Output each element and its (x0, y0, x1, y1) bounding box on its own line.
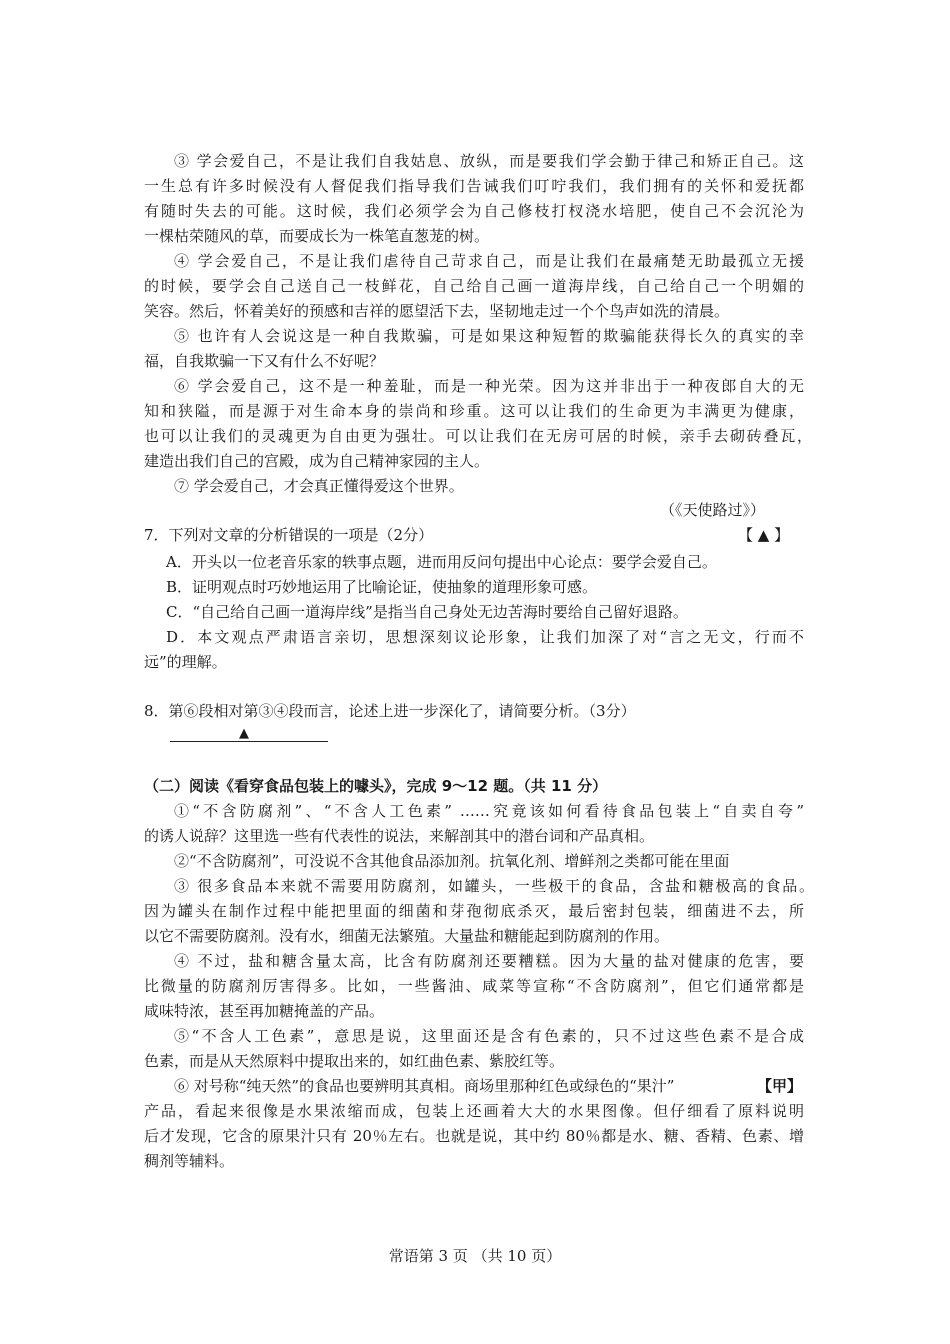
reading-one-p5-line2: 福，自我欺骗一下又有什么不好呢？ (144, 352, 385, 370)
reading-one-p6-line2: 知和狭隘，而是源于对生命本身的崇尚和珍重。这可以让我们的生命更为丰满更为健康， (144, 402, 804, 420)
reading-one-p4-line1: ④ 学会爱自己，不是让我们虐待自己苛求自己，而是让我们在最痛楚无助最孤立无援 (174, 252, 804, 270)
section-two-p5-line2: 色素，而是从天然原料中提取出来的，如红曲色素、紫胶红等。 (144, 1052, 565, 1070)
reading-one-p6-line3: 也可以让我们的灵魂更为自由更为强壮。可以让我们在无房可居的时候，亲手去砌砖叠瓦， (144, 427, 812, 445)
reading-one-p3-line4: 一棵枯荣随风的草，而要成长为一株笔直葱茏的树。 (144, 227, 490, 245)
section-two-p2: ②“不含防腐剂”，可没说不含其他食品添加剂。抗氧化剂、增鲜剂之类都可能在里面 (174, 852, 730, 870)
source-citation: （《天使路过》） (660, 501, 766, 519)
section-two-p3-line3: 以它不需要防腐剂。没有水，细菌无法繁殖。大量盐和糖能起到防腐剂的作用。 (144, 927, 670, 945)
reading-one-p5-line1: ⑤ 也许有人会说这是一种自我欺骗，可是如果这种短暂的欺骗能获得长久的真实的幸 (174, 327, 804, 345)
q7-option-d-line1: D．本文观点严肃语言亲切，思想深刻议论形象，让我们加深了对“言之无文，行而不 (166, 628, 804, 646)
section-two-p4-line1: ④ 不过，盐和糖含量太高，比含有防腐剂还要糟糕。因为大量的盐对健康的危害，要 (174, 952, 804, 970)
section-two-p6-line2: 产品，看起来很像是水果浓缩而成，包装上还画着大大的水果图像。但仔细看了原料说明 (144, 1102, 804, 1120)
section-two-p1-line1: ①“不含防腐剂”、“不含人工色素” ……究竟该如何看待食品包装上“自卖自夸” (174, 802, 804, 820)
section-two-p6-line3: 后才发现，它含的原果汁只有 20％左右。也就是说，其中约 80％都是水、糖、香精、色素、增 (144, 1127, 804, 1145)
section-two-p5-line1: ⑤“不含人工色素”，意思是说，这里面还是含有色素的，只不过这些色素不是合成 (174, 1027, 804, 1045)
q7-answer-box[interactable]: 【 ▲ 】 (738, 526, 790, 544)
reading-one-p4-line2: 的时候，要学会自己送自己一枝鲜花，自己给自己画一道海岸线，自己给自己一个明媚的 (144, 277, 804, 295)
section-two-p1-line2: 的诱人说辞？这里选一些有代表性的说法，来解剖其中的潜台词和产品真相。 (144, 827, 655, 845)
q7-option-a: A．开头以一位老音乐家的轶事点题，进而用反问句提出中心论点：要学会爱自己。 (166, 553, 717, 571)
reading-one-p3-line3: 有随时失去的可能。这时候，我们必须学会为自己修枝打杈浇水培肥，使自己不会沉沦为 (144, 202, 804, 220)
section-two-p3-line1: ③ 很多食品本来就不需要用防腐剂，如罐头，一些极干的食品，含盐和糖极高的食品。 (174, 877, 814, 895)
reading-one-p4-line3: 笑容。然后，怀着美好的预感和吉祥的愿望活下去，坚韧地走过一个个鸟声如洗的清晨。 (144, 302, 730, 320)
q7-option-d-line2: 远”的理解。 (144, 653, 227, 671)
reading-one-p7: ⑦ 学会爱自己，才会真正懂得爱这个世界。 (174, 477, 464, 495)
section-two-p6-mark: 【甲】 (757, 1077, 803, 1095)
section-two-p3-line2: 因为罐头在制作过程中能把里面的细菌和芽孢彻底杀灭，最后密封包装，细菌进不去，所 (144, 902, 804, 920)
section-two-p6-line1: ⑥ 对号称“纯天然”的食品也要辨明其真相。商场里那种红色或绿色的“果汁” (174, 1077, 675, 1095)
section-two-p4-line3: 咸味特浓，甚至再加糖掩盖的产品。 (144, 1002, 385, 1020)
q7-stem: 7．下列对文章的分析错误的一项是（2分） (144, 526, 434, 544)
reading-one-p6-line4: 建造出我们自己的宫殿，成为自己精神家园的主人。 (144, 452, 490, 470)
section-two-heading: （二）阅读《看穿食品包装上的噱头》，完成 9～12 题。（共 11 分） (144, 777, 608, 795)
reading-one-p3-line2: 一生总有许多时候没有人督促我们指导我们告诫我们叮咛我们，我们拥有的关怀和爱抚都 (144, 177, 804, 195)
section-two-p6-line4: 稠剂等辅料。 (144, 1152, 235, 1170)
reading-one-p3-line1: ③ 学会爱自己，不是让我们自我姑息、放纵，而是要我们学会勤于律己和矫正自己。这 (174, 152, 804, 170)
q8-answer-line[interactable] (170, 741, 328, 742)
section-two-p4-line2: 比微量的防腐剂厉害得多。比如，一些酱油、咸菜等宣称“不含防腐剂”，但它们通常都是 (144, 977, 804, 995)
q8-answer-mark: ▲ (239, 726, 249, 741)
reading-one-p6-line1: ⑥ 学会爱自己，这不是一种羞耻，而是一种光荣。因为这并非出于一种夜郎自大的无 (174, 377, 804, 395)
q8-stem: 8．第⑥段相对第③④段而言，论述上进一步深化了，请简要分析。（3分） (144, 702, 636, 720)
q7-option-b: B．证明观点时巧妙地运用了比喻论证，使抽象的道理形象可感。 (166, 578, 598, 596)
page-footer: 常语第 3 页 （共 10 页） (388, 1247, 562, 1265)
q7-option-c: C．“自己给自己画一道海岸线”是指当自己身处无边苦海时要给自己留好退路。 (166, 603, 688, 621)
